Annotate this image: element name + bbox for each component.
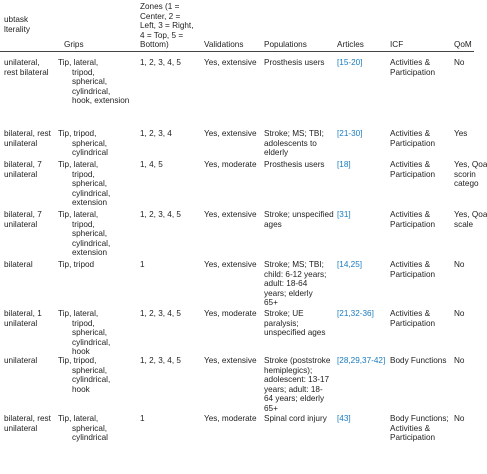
cell-icf-line: Activities & [390, 129, 431, 138]
header-subtask-line: ubtask [4, 15, 29, 24]
cell-subtask-line: bilateral, rest [4, 414, 51, 423]
cell-grips-line: extension [72, 248, 108, 258]
cell-icf-line: Activities & [390, 423, 431, 433]
article-reference-link-line: [21-30] [337, 129, 363, 138]
cell-zones-line: 1, 2, 3, 4, 5 [140, 58, 181, 67]
cell-qom [454, 160, 487, 189]
cell-icf-line: Activities & [390, 160, 431, 169]
cell-populations-line: elderly [264, 148, 289, 158]
cell-subtask-line: unilateral, [4, 58, 40, 67]
cell-populations-line: years; adult: 18- [264, 384, 323, 394]
cell-icf [390, 160, 435, 179]
cell-icf-line: Participation [390, 219, 436, 229]
cell-populations-line: paralysis; [264, 318, 299, 328]
cell-grips-line: extension [72, 198, 108, 208]
cell-populations-line: Spinal cord injury [264, 414, 327, 423]
cell-grips-line: spherical, [72, 229, 108, 239]
article-reference-link-line: [15-20] [337, 58, 363, 67]
cell-grips-line: cylindrical, [72, 337, 111, 347]
cell-populations [264, 356, 330, 414]
cell-grips-line: Tip, tripod, [58, 129, 97, 138]
cell-icf [390, 309, 435, 328]
cell-validations-line: Yes, moderate [204, 309, 257, 318]
cell-validations [204, 260, 257, 270]
cell-subtask [4, 260, 33, 270]
cell-zones-line: 1, 4, 5 [140, 160, 163, 169]
header-articles [337, 40, 364, 50]
cell-grips-line: spherical, [72, 77, 108, 87]
article-reference-link[interactable] [337, 160, 351, 170]
cell-grips-line: spherical, [72, 179, 108, 189]
header-subtask-line: lterality [4, 24, 30, 34]
cell-validations [204, 309, 257, 319]
cell-subtask-line: unilateral [4, 219, 38, 229]
cell-zones [140, 160, 163, 170]
cell-grips-line: hook [72, 384, 90, 394]
cell-populations-line: adolescents to [264, 138, 317, 148]
cell-validations-line: Yes, extensive [204, 58, 257, 67]
cell-icf-line: Activities & [390, 210, 431, 219]
cell-icf-line: Participation [390, 318, 436, 328]
cell-icf-line: Activities & [390, 309, 431, 318]
cell-populations-line: unspecified ages [264, 328, 326, 338]
cell-grips-line: Tip, lateral, [58, 58, 99, 67]
cell-populations-line: 65+ [264, 403, 278, 413]
cell-grips-line: tripod, [72, 169, 95, 179]
cell-qom [454, 58, 464, 68]
cell-populations [264, 210, 334, 229]
cell-icf-line: Activities & [390, 260, 431, 269]
cell-subtask [4, 414, 51, 433]
cell-validations-line: Yes, extensive [204, 129, 257, 138]
cell-zones [140, 129, 172, 139]
cell-validations [204, 414, 257, 424]
cell-qom-line: scale [454, 219, 474, 229]
cell-validations-line: Yes, extensive [204, 260, 257, 269]
cell-qom [454, 260, 464, 270]
cell-subtask-line: unilateral [4, 356, 38, 365]
header-populations [264, 40, 307, 50]
cell-populations-line: adult: 18-64 [264, 279, 308, 289]
cell-grips [58, 414, 108, 443]
cell-populations-line: Prosthesis users [264, 58, 325, 67]
article-reference-link[interactable] [337, 414, 351, 424]
cell-grips-line: cylindrical, [72, 86, 111, 96]
cell-icf [390, 58, 435, 77]
cell-populations [264, 260, 326, 308]
cell-icf [390, 210, 435, 229]
cell-validations [204, 58, 257, 68]
cell-qom [454, 309, 464, 319]
cell-subtask-line: bilateral, 7 [4, 210, 42, 219]
header-qom [454, 40, 472, 50]
cell-grips-line: Tip, tripod [58, 260, 95, 269]
cell-grips-line: spherical, [72, 328, 108, 338]
cell-populations-line: 64 years; elderly [264, 394, 325, 404]
cell-icf [390, 414, 449, 443]
cell-zones-line: 1, 2, 3, 4, 5 [140, 356, 181, 365]
header-zones-line: Left, 3 = Right, [140, 21, 194, 31]
cell-zones-line: 1, 2, 3, 4, 5 [140, 309, 181, 318]
cell-icf [390, 356, 446, 366]
cell-populations-line: hemiplegics); [264, 365, 313, 375]
cell-zones-line: 1 [140, 260, 145, 269]
cell-zones-line: 1 [140, 414, 145, 423]
cell-qom-line: No [454, 414, 465, 423]
cell-grips-line: Tip, lateral, [58, 160, 99, 169]
cell-grips-line: spherical, [72, 423, 108, 433]
cell-qom [454, 129, 467, 139]
cell-populations [264, 414, 327, 424]
article-reference-link-line: [18] [337, 160, 351, 169]
article-reference-link-line: [43] [337, 414, 351, 423]
cell-subtask [4, 160, 42, 179]
cell-populations-line: Stroke; unspecified [264, 210, 334, 219]
header-icf-line: ICF [390, 40, 404, 49]
header-rule [0, 51, 474, 52]
cell-grips [58, 260, 94, 270]
cell-subtask-line: unilateral [4, 318, 38, 328]
cell-populations [264, 129, 324, 158]
cell-subtask-line: unilateral [4, 169, 38, 179]
cell-icf-line: Participation [390, 67, 436, 77]
article-reference-link[interactable] [337, 309, 374, 319]
header-qom-line: QoM [454, 40, 472, 49]
cell-grips-line: tripod, [72, 219, 95, 229]
cell-populations-line: Prosthesis users [264, 160, 325, 169]
article-reference-link[interactable] [337, 210, 351, 220]
cell-icf [390, 260, 435, 279]
cell-zones-line: 1, 2, 3, 4 [140, 129, 172, 138]
header-populations-line: Populations [264, 40, 307, 49]
cell-subtask-line: rest bilateral [4, 67, 49, 77]
header-subtask [4, 15, 30, 34]
cell-grips-line: hook, extension [72, 96, 130, 106]
header-zones [140, 2, 193, 50]
cell-qom-line: No [454, 260, 465, 269]
cell-grips-line: Tip, tripod, [58, 356, 97, 365]
header-zones-line: Bottom) [140, 40, 169, 50]
cell-zones [140, 414, 145, 424]
cell-qom-line: No [454, 309, 465, 318]
article-reference-link[interactable] [337, 356, 385, 366]
cell-validations-line: Yes, extensive [204, 356, 257, 365]
cell-populations-line: child: 6-12 years; [264, 269, 327, 279]
header-articles-line: Articles [337, 40, 364, 49]
cell-grips [58, 356, 110, 394]
header-validations [204, 40, 243, 50]
article-reference-link-line: [28,29,37-42] [337, 356, 386, 365]
cell-validations-line: Yes, moderate [204, 160, 257, 169]
cell-subtask-line: bilateral, 1 [4, 309, 42, 318]
header-icf [390, 40, 403, 50]
cell-validations-line: Yes, moderate [204, 414, 257, 423]
cell-grips-line: tripod, [72, 318, 95, 328]
cell-qom [454, 356, 464, 366]
cell-populations-line: Stroke; UE [264, 309, 304, 318]
cell-subtask [4, 210, 42, 229]
cell-qom-line: Yes, Qoa [454, 160, 487, 169]
cell-zones [140, 309, 181, 319]
cell-qom-line: Yes, Qoa [454, 210, 487, 219]
cell-grips-line: cylindrical [72, 148, 108, 158]
header-grips [64, 40, 84, 50]
cell-grips-line: Tip, lateral, [58, 414, 99, 423]
cell-qom-line: scorin [454, 169, 476, 179]
cell-validations [204, 129, 257, 139]
cell-icf-line: Participation [390, 169, 436, 179]
cell-grips-line: Tip, lateral, [58, 309, 99, 318]
cell-subtask-line: unilateral [4, 138, 38, 148]
article-reference-link-line: [31] [337, 210, 351, 219]
cell-validations [204, 356, 257, 366]
cell-subtask [4, 129, 51, 148]
cell-grips-line: cylindrical [72, 433, 108, 443]
cell-populations [264, 309, 325, 338]
header-grips-line: Grips [64, 40, 84, 49]
cell-qom-line: Yes [454, 129, 468, 138]
cell-grips-line: spherical, [72, 138, 108, 148]
cell-icf [390, 129, 435, 148]
cell-grips [58, 210, 110, 258]
cell-populations-line: Stroke; MS; TBI; [264, 260, 324, 269]
cell-subtask-line: bilateral, 7 [4, 160, 42, 169]
cell-populations-line: adolescent: 13-17 [264, 375, 330, 385]
cell-qom-line: No [454, 356, 465, 365]
cell-validations [204, 160, 257, 170]
cell-populations-line: years; elderly [264, 288, 313, 298]
cell-icf-line: Activities & [390, 58, 431, 67]
cell-subtask [4, 58, 49, 77]
article-reference-link-line: [21,32-36] [337, 309, 374, 318]
cell-grips-line: hook [72, 347, 90, 357]
cell-qom [454, 414, 464, 424]
header-zones-line: 4 = Top, 5 = [140, 30, 184, 40]
cell-populations-line: Stroke; MS; TBI; [264, 129, 324, 138]
header-zones-line: Center, 2 = [140, 11, 181, 21]
cell-icf-line: Participation [390, 138, 436, 148]
cell-validations-line: Yes, extensive [204, 210, 257, 219]
article-reference-link[interactable] [337, 129, 363, 139]
cell-icf-line: Body Functions [390, 356, 447, 365]
cell-zones-line: 1, 2, 3, 4, 5 [140, 210, 181, 219]
cell-subtask-line: bilateral, rest [4, 129, 51, 138]
cell-zones [140, 210, 181, 220]
cell-grips-line: cylindrical, [72, 188, 111, 198]
cell-populations-line: ages [264, 219, 282, 229]
cell-icf-line: Body Functions; [390, 414, 449, 423]
cell-grips-line: cylindrical, [72, 375, 111, 385]
cell-grips [58, 309, 110, 357]
cell-zones [140, 260, 145, 270]
cell-qom-line: No [454, 58, 465, 67]
cell-grips [58, 58, 129, 106]
cell-populations-line: 65+ [264, 298, 278, 308]
cell-grips-line: Tip, lateral, [58, 210, 99, 219]
cell-subtask-line: unilateral [4, 423, 38, 433]
cell-zones [140, 356, 181, 366]
cell-icf-line: Participation [390, 433, 436, 443]
header-zones-line: Zones (1 = [140, 2, 180, 11]
article-reference-link[interactable] [337, 58, 363, 68]
cell-grips-line: tripod, [72, 67, 95, 77]
cell-populations-line: Stroke (poststroke [264, 356, 331, 365]
cell-subtask [4, 356, 37, 366]
article-reference-link-line: [14,25] [337, 260, 363, 269]
cell-qom-line: catego [454, 179, 479, 189]
cell-qom [454, 210, 487, 229]
cell-validations [204, 210, 257, 220]
cell-populations [264, 58, 325, 68]
cell-populations [264, 160, 325, 170]
cell-subtask-line: bilateral [4, 260, 33, 269]
cell-zones [140, 58, 181, 68]
cell-grips [58, 160, 110, 208]
article-reference-link[interactable] [337, 260, 362, 270]
cell-subtask [4, 309, 42, 328]
cell-grips-line: spherical, [72, 365, 108, 375]
cell-grips [58, 129, 108, 158]
cell-icf-line: Participation [390, 269, 436, 279]
header-validations-line: Validations [204, 40, 244, 49]
cell-grips-line: cylindrical, [72, 238, 111, 248]
